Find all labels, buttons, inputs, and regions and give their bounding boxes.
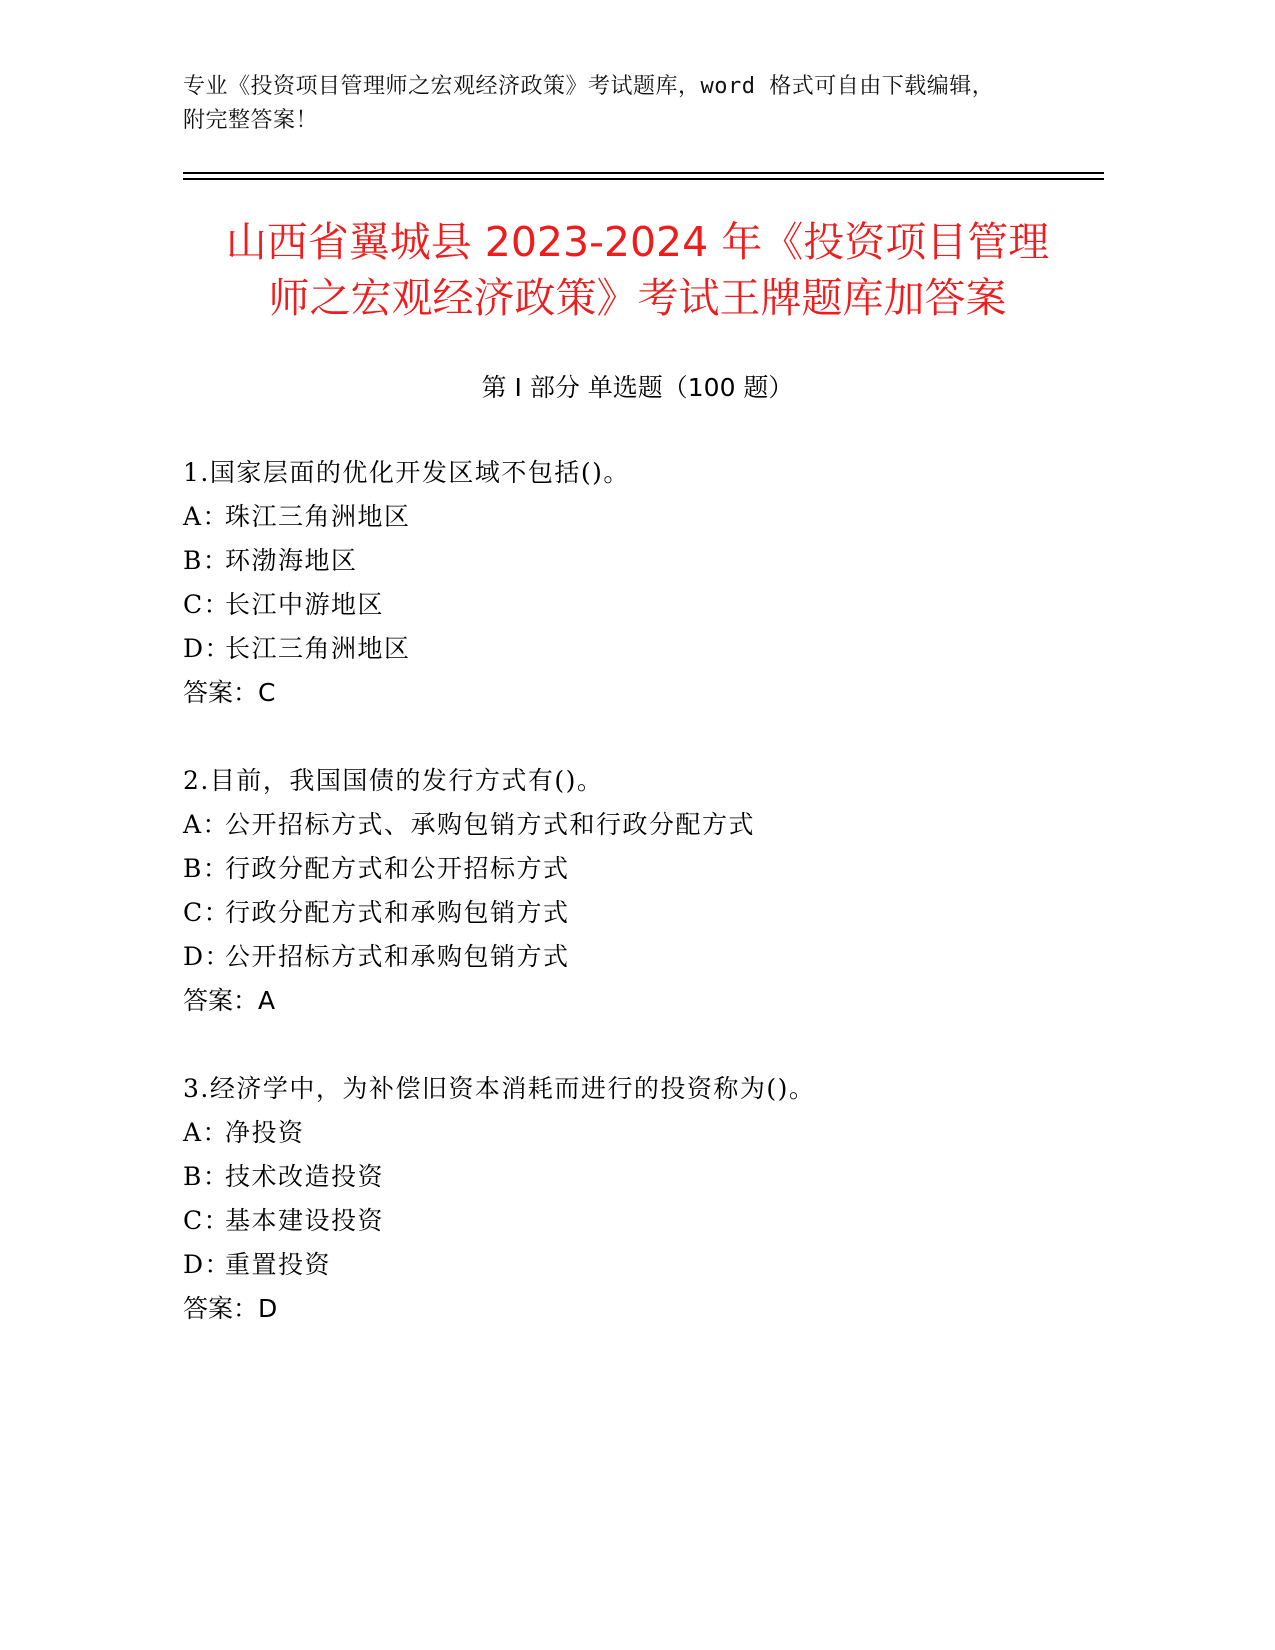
- option-b: [183, 1155, 1103, 1199]
- option-key: C：: [183, 1206, 231, 1235]
- option-text: 珠江三角洲地区: [225, 502, 411, 531]
- question-1: [183, 451, 1103, 715]
- option-a: [183, 495, 1103, 539]
- option-c: [183, 1199, 1103, 1243]
- question-stem: 2.目前，我国国债的发行方式有()。: [183, 766, 604, 795]
- answer: 答案：D: [183, 1294, 278, 1323]
- header-note-line-2: 附完整答案！: [183, 108, 319, 133]
- option-key: A：: [183, 810, 230, 839]
- option-text: 重置投资: [225, 1250, 332, 1279]
- header-note-line-1: 专业《投资项目管理师之宏观经济政策》考试题库，word 格式可自由下载编辑，: [183, 74, 995, 99]
- option-key: D：: [183, 942, 232, 971]
- option-text: 净投资: [225, 1118, 305, 1147]
- option-key: C：: [183, 898, 231, 927]
- option-text: 公开招标方式和承购包销方式: [225, 942, 570, 971]
- option-key: D：: [183, 1250, 232, 1279]
- option-b: [183, 539, 1103, 583]
- option-text: 长江三角洲地区: [225, 634, 411, 663]
- option-d: [183, 627, 1103, 671]
- option-text: 基本建设投资: [225, 1206, 385, 1235]
- option-text: 长江中游地区: [225, 590, 385, 619]
- option-key: B：: [183, 854, 230, 883]
- document-title-line-1: 山西省翼城县 2023-2024 年《投资项目管理: [225, 218, 1050, 266]
- option-key: A：: [183, 1118, 230, 1147]
- option-text: 环渤海地区: [225, 546, 358, 575]
- option-c: [183, 583, 1103, 627]
- question-3: [183, 1067, 1103, 1331]
- answer: 答案：A: [183, 986, 276, 1015]
- header-divider-bottom: [183, 178, 1104, 180]
- header-note: [183, 70, 1083, 138]
- option-key: B：: [183, 1162, 230, 1191]
- question-stem: 1.国家层面的优化开发区域不包括()。: [183, 458, 630, 487]
- option-key: B：: [183, 546, 230, 575]
- option-a: [183, 1111, 1103, 1155]
- question-2: [183, 759, 1103, 1023]
- section-heading: 第 I 部分 单选题（100 题）: [481, 373, 794, 402]
- option-c: [183, 891, 1103, 935]
- option-b: [183, 847, 1103, 891]
- option-text: 行政分配方式和承购包销方式: [225, 898, 570, 927]
- document-title: [150, 214, 1125, 326]
- option-key: A：: [183, 502, 230, 531]
- option-text: 行政分配方式和公开招标方式: [225, 854, 570, 883]
- question-stem: 3.经济学中，为补偿旧资本消耗而进行的投资称为()。: [183, 1074, 816, 1103]
- question-list: [183, 451, 1103, 1375]
- option-d: [183, 935, 1103, 979]
- header-divider-top: [183, 172, 1104, 174]
- answer: 答案：C: [183, 678, 276, 707]
- option-text: 技术改造投资: [225, 1162, 385, 1191]
- document-title-line-2: 师之宏观经济政策》考试王牌题库加答案: [268, 274, 1007, 322]
- option-text: 公开招标方式、承购包销方式和行政分配方式: [225, 810, 756, 839]
- option-d: [183, 1243, 1103, 1287]
- option-a: [183, 803, 1103, 847]
- option-key: D：: [183, 634, 232, 663]
- option-key: C：: [183, 590, 231, 619]
